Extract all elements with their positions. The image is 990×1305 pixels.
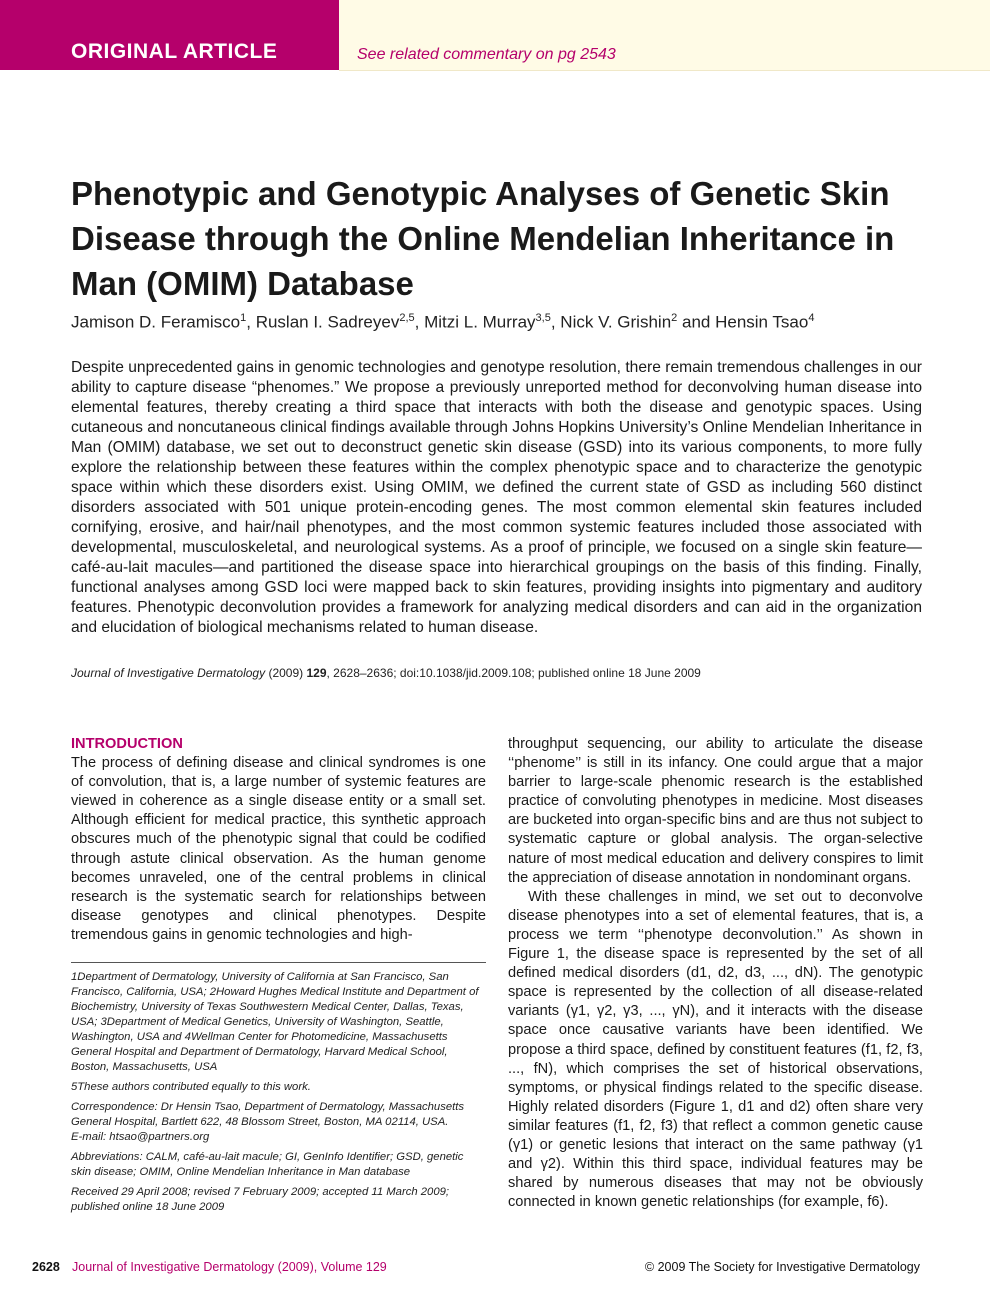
author-name: Nick V. Grishin [560,312,672,332]
author-name: Hensin Tsao [715,312,809,332]
citation-year: (2009) [268,666,304,680]
related-commentary-link[interactable]: See related commentary on pg 2543 [357,46,616,63]
received-dates-note: Received 29 April 2008; revised 7 February 2009; accepted 11 March 2009; published online 18 June 2009 [71,1186,450,1213]
author-name: Jamison D. Feramisco [71,312,241,332]
header-bar [0,0,990,70]
footnote-divider [71,962,486,963]
page-footer [0,1258,990,1278]
equal-contribution-note: 5These authors contributed equally to this work. [71,1081,311,1093]
author-affiliation-mark: 2,5 [399,312,415,324]
article-type-label: ORIGINAL ARTICLE [71,40,278,63]
footer-journal: Journal of Investigative Dermatology (2009), Volume 129 [72,1260,387,1274]
left-column [71,735,486,945]
page-number: 2628 [32,1260,60,1274]
citation-journal: Journal of Investigative Dermatology [71,666,266,680]
abstract: Despite unprecedented gains in genomic technologies and genotype resolution, there remain tremendous challenges in our ability to capture disease “phenomes.” We propose a previously unreported method for deconvolving human disease into elemental features, thereby creating a third space that interacts with both the disease and genotypic spaces. Using cutaneous and noncutaneous clinical findings available through Johns Hopkins University’s Online Mendelian Inheritance in Man (OMIM) database, we set out to deconstruct genetic skin disease (GSD) into its various components, to more fully explore the relationship between these features within the complex phenotypic space and to characterize the genotypic space within which these disorders exist. Using OMIM, we defined the current state of GSD as including 560 distinct disorders associated with 501 unique protein-encoding genes. The most common elemental skin features included cornifying, erosive, and hair/nail phenotypes, and the most common systemic features included those associated with developmental, musculoskeletal, and neurological systems. As a proof of principle, we focused on a single skin feature— café-au-lait macules—and partitioned the disease space into hierarchical groupings on the basis of this finding. Finally, functional analyses among GSD loci were mapped back to skin features, providing insights into pigmentary and auditory features. Phenotypic deconvolution provides a framework for analyzing medical disorders and can aid in the organization and elucidation of biological mechanisms related to human disease. [71,359,922,636]
author-name: Ruslan I. Sadreyev [255,312,400,332]
author-affiliation-mark: 2 [671,312,678,324]
introduction-paragraph-2: With these challenges in mind, we set out to deconvolve disease phenotypes into a set of elemental features, that is, a process we term ‘‘phenotype deconvolution.’’ As shown in Figure 1, the disease space is represented by the set of all defined medical disorders (d1, d2, d3, ..., dN). The genotypic space is represented by the collection of all disease-related variants (γ1, γ2, γ3, ..., γN), and it interacts with the disease space once causative variants have been identified. We propose a third space, defined by constituent features (f1, f2, f3, ..., fN), which comprises the set of historical observations, symptoms, or physical findings related to the specific disease. Highly related disorders (Figure 1, d1 and d2) often share very similar features (f1, f2, f3) that reflect a common genetic cause (γ1) or genetic lesions that interact on the same pathway (γ1 and γ2). Within this third space, individual features may be shared by numerous diseases that may not be obviously connected in known genetic relationships (for example, f6). [508,888,923,1211]
introduction-paragraph-continued: throughput sequencing, our ability to articulate the disease ‘‘phenome’’ is still in its infancy. One could argue that a major barrier to large-scale phenomic research is the established practice of convoluting phenotypes in medicine. Most diseases are bucketed into organ-specific bins and are thus not subject to systematic capture or global analysis. The organ-selective nature of most medical education and delivery conspires to limit the appreciation of disease annotation in nondominant organs. [508,736,923,886]
footnotes [71,970,486,1220]
author-affiliation-mark: 1 [240,312,247,324]
introduction-paragraph: The process of defining disease and clinical syndromes is one of convolution, that is, a large number of systemic features are viewed in coherence as a single disease entity or a small set. Although efficient for medical practice, this synthetic approach obscures much of the phenotypic signal that could be codified through astute clinical observation. As the human genome becomes unraveled, one of the central problems in clinical research is the systematic search for relationships between disease genotypes and clinical phenotypes. Despite tremendous gains in genomic technologies and high- [71,755,486,943]
author-affiliation-mark: 4 [808,312,815,324]
citation-details: , 2628–2636; doi:10.1038/jid.2009.108; published online 18 June 2009 [326,666,701,680]
affiliations-note: 1Department of Dermatology, University of California at San Francisco, San Francisco, California, USA; 2Howard Hughes Medical Institute and Department of Biochemistry, University of Texas Southwestern Medical Center, Dallas, Texas, USA; 3Department of Medical Genetics, University of Washington, Seattle, Washington, USA and 4Wellman Center for Photomedicine, Massachusetts General Hospital and Department of Dermatology, Harvard Medical School, Boston, Massachusetts, USA [71,971,479,1073]
author-name: Mitzi L. Murray [424,312,536,332]
article-type-banner [0,0,339,70]
author-list [71,306,931,335]
citation-line [71,665,931,681]
introduction-heading: INTRODUCTION [71,736,183,752]
commentary-banner [339,0,990,71]
author-affiliation-mark: 3,5 [535,312,551,324]
author-separator: , [550,312,561,332]
author-separator: , [246,312,256,332]
author-separator: and [677,312,716,332]
correspondence-note [71,1100,486,1145]
abbreviations-note: Abbreviations: CALM, café-au-lait macule; GI, GenInfo Identifier; GSD, genetic skin disease; OMIM, Online Mendelian Inheritance in Man database [71,1151,464,1178]
footer-copyright: © 2009 The Society for Investigative Dermatology [644,1260,920,1274]
citation-volume: 129 [306,666,327,680]
author-separator: , [414,312,425,332]
right-column [508,735,923,1212]
article-title: Phenotypic and Genotypic Analyses of Genetic Skin Disease through the Online Mendelian Inheritance in Man (OMIM) Database [71,175,895,302]
correspondence-email[interactable]: E-mail: htsao@partners.org [71,1131,210,1143]
correspondence-address: Correspondence: Dr Hensin Tsao, Department of Dermatology, Massachusetts General Hospital, Bartlett 622, 48 Blossom Street, Boston, MA 02114, USA. [71,1101,465,1128]
